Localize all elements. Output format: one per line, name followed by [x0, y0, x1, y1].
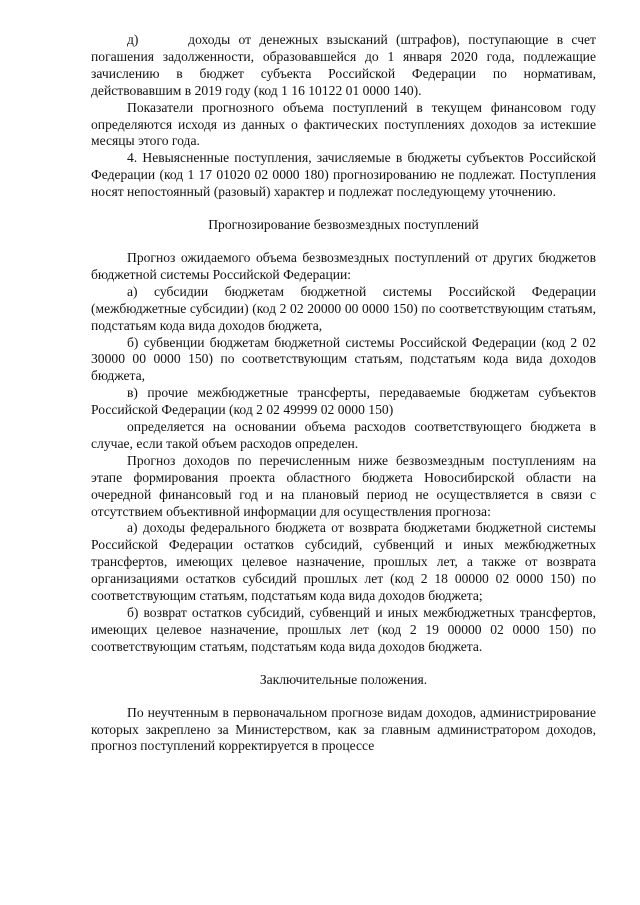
- document-page: [91, 32, 596, 755]
- paragraph-return-balances: б) возврат остатков субсидий, субвенций и иных межбюджетных трансфертов, имеющих целевое назначение, прошлых лет (код 2 19 00000 02 0000 150) по соответствующим статьям, подстатьям кода вида доходов бюджета.: [91, 605, 596, 654]
- paragraph-fines-income: д) доходы от денежных взысканий (штрафов), поступающие в счет погашения задолженности, образовавшейся до 1 января 2020 года, подлежащие зачислению в бюджет субъекта Российской Федерации по нормативам, действовавшим в 2019 году (код 1 16 10122 01 0000 140).: [91, 32, 596, 98]
- paragraph-federal-returns: а) доходы федерального бюджета от возврата бюджетами бюджетной системы Российской Федерации остатков субсидий, субвенций и иных межбюджетных трансфертов, имеющих целевое назначение, прошлых лет, а также от возврата организациями остатков субсидий прошлых лет (код 2 18 00000 02 0000 150) по соответствующим статьям, подстатьям кода вида доходов бюджета;: [91, 520, 596, 604]
- paragraph-no-forecast: Прогноз доходов по перечисленным ниже безвозмездным поступлениям на этапе формирования проекта областного бюджета Новосибирской области на очередной финансовый год и на плановый период не осуществляется в связи с отсутствием объективной информации для осуществления прогноза:: [91, 452, 596, 519]
- paragraph-subsidies: а) субсидии бюджетам бюджетной системы Российской Федерации (межбюджетные субсидии) (код 2 02 20000 00 0000 150) по соответствующим статьям, подстатьям кода вида доходов бюджета,: [91, 283, 596, 333]
- paragraph-unexplained-receipts: 4. Невыясненные поступления, зачисляемые в бюджеты субъектов Российской Федерации (код 1 17 01020 02 0000 180) прогнозированию не подлежат. Поступления носят непостоянный (разовый) характер и подлежат последующему уточнению.: [91, 150, 596, 200]
- heading-grants-forecast: Прогнозирование безвозмездных поступлений: [208, 217, 479, 233]
- paragraph-forecast-current-year: Показатели прогнозного объема поступлений в текущем финансовом году определяются исходя из данных о фактических поступлениях доходов за истекшие месяцы этого года.: [91, 99, 596, 149]
- paragraph-determined-by-expenses: определяется на основании объема расходов соответствующего бюджета в случае, если такой объем расходов определен.: [91, 419, 596, 451]
- paragraph-other-transfers: в) прочие межбюджетные трансферты, передаваемые бюджетам субъектов Российской Федерации (код 2 02 49999 02 0000 150): [91, 385, 596, 418]
- paragraph-subventions: б) субвенции бюджетам бюджетной системы Российской Федерации (код 2 02 30000 00 0000 150) по соответствующим статьям, подстатьям кода вида доходов бюджета,: [91, 334, 596, 384]
- paragraph-grants-intro: Прогноз ожидаемого объема безвозмездных поступлений от других бюджетов бюджетной системы Российской Федерации:: [91, 249, 596, 282]
- heading-final-provisions: Заключительные положения.: [259, 671, 428, 687]
- paragraph-unaccounted-income: По неучтенным в первоначальном прогнозе видам доходов, администрирование которых закреплено за Министерством, как за главным администратором доходов, прогноз поступлений корректируется в процессе: [91, 704, 596, 754]
